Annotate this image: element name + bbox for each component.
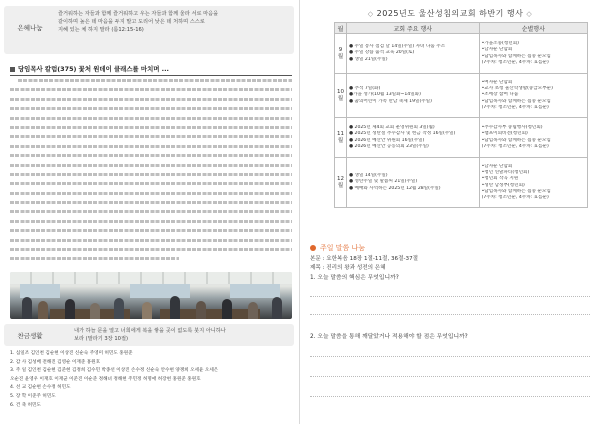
table-row	[335, 118, 588, 158]
column-text-line	[10, 226, 292, 235]
answer-line[interactable]	[310, 296, 590, 297]
column-text-line	[10, 76, 292, 85]
column-text-line	[10, 198, 292, 207]
verse-line: 지혜 있는 체 하지 말라 (롬12:15-16)	[58, 27, 144, 33]
answer-line[interactable]	[310, 356, 590, 357]
verse-label: 은혜나눔	[17, 24, 43, 32]
page-divider	[299, 0, 300, 424]
sermon-sharing-title-text: 주일 말씀 나눔	[320, 244, 366, 252]
column-text-line	[10, 236, 292, 245]
offering-item: 4. 선 교 김순현 손수정 허민도	[10, 385, 71, 391]
diamond-icon: ◇	[367, 10, 374, 18]
column-text-line	[10, 104, 292, 113]
sermon-info	[310, 255, 418, 272]
column-text-line	[10, 217, 292, 226]
schedule-title	[342, 8, 558, 19]
month-cell: 12월	[335, 158, 347, 208]
offering-item: 6. 건 축 허민도	[10, 402, 41, 408]
column-text-line	[10, 161, 292, 170]
left-page	[2, 0, 296, 424]
class-photo	[10, 272, 292, 319]
offering-verse-box	[4, 324, 294, 346]
weekly-verse	[58, 10, 288, 34]
column-text-line	[10, 123, 292, 132]
schedule-title-text: 2025년도 울산성침의교회 하반기 행사	[376, 9, 524, 18]
offering-item: 2. 감 사 김성배 전해진 김영순 이재준 홍원호	[10, 359, 101, 365]
column-header: 순별행사	[479, 23, 587, 34]
group-event-cell: •추수감사부 중립행사(청년회) •챔프이뢰비전(청년회) •담임목사와 함께하는 집중 순모임 (7주차: 청소년순, 4주차: 효를순)	[479, 118, 587, 158]
event-cell: ● 생일 14일(주일) ● 성탄주일 및 말씀씨 21일(주일) ● 예배와 사역하는 2025년 12월 28일(주일)	[347, 158, 480, 208]
column-text-line	[10, 207, 292, 216]
offering-verse-line: 보라 (말라기 3장 10절)	[74, 336, 128, 342]
offering-item: 5. 장 학 이준주 허민도	[10, 393, 56, 399]
answer-line[interactable]	[310, 396, 590, 397]
column-text-line	[10, 189, 292, 198]
weekly-verse-box	[4, 6, 294, 54]
column-header: 교회 주요 행사	[347, 23, 480, 34]
event-cell: ● 주일 봉사 점검 날 14일(주일) 자녀 나눔 주소 ● 주일 강습 출석 교육 20일(토) ● 생일 21일(주일)	[347, 34, 480, 74]
answer-line[interactable]	[310, 376, 590, 377]
question-2: 2. 오늘 말씀을 통해 깨달았거나 적용해야 할 점은 무엇입니까?	[310, 334, 468, 340]
question-1: 1. 오늘 말씀의 핵심은 무엇입니까?	[310, 275, 399, 281]
schedule-table	[334, 22, 588, 208]
column-text-line	[10, 179, 292, 188]
sermon-title: 제목 : 진리의 왕과 성전의 은혜	[310, 264, 386, 271]
offering-label: 찬금생활	[17, 332, 43, 340]
group-event-cell: •여자순 단합회 •교사 초청 울산학생활(중급모부순) •조에장 참여 나눔 •담임목사와 함께하는 집중 순모임 (7주차: 청소년순, 4주차: 효를순)	[479, 74, 587, 118]
answer-line[interactable]	[310, 314, 590, 315]
sermon-passage: 본문 : 요한복음 18장 1절-11절, 36절-37절	[310, 256, 419, 262]
offering-item: 오순진 윤영우 이재호 이재균 이준진 이순준 정해녀 정해현 주민정 허명애 허장현 홍원준 홍원호	[10, 376, 201, 382]
column-text-line	[10, 95, 292, 104]
sermon-sharing-title	[310, 243, 365, 253]
offering-verse	[74, 327, 290, 343]
table-row	[335, 158, 588, 208]
month-cell: 11월	[335, 118, 347, 158]
offering-item: 1. 십일조 김인천 김순현 이상진 신순숙 주영미 허민도 홍원준	[10, 351, 133, 356]
event-cell: ● 2025년 제4회 교회 운영위원회 3일(월) ● 2025년 성탄절 추수감사 및 헌금 작정 16일(주일) ● 2026년 예산안 위원회 16일(주일) ● 2026년 예산안 공동의회 23일(주일)	[347, 118, 480, 158]
table-row	[335, 34, 588, 74]
month-cell: 9월	[335, 34, 347, 74]
column-text-line	[10, 170, 292, 179]
group-event-cell: •남자순 단합회 •청년 연말파티(청년회) •청년회 작곡 지원 •성탄 남성부(청년회) •담임목사와 함께하는 집중 순모임 (7주차: 청소년순, 4주차: 효를순)	[479, 158, 587, 208]
column-text-line	[10, 151, 292, 160]
title-marker-icon	[10, 67, 15, 72]
column-text-line	[10, 85, 292, 94]
column-title	[10, 64, 292, 76]
column-body	[10, 76, 292, 268]
bullet-dot-icon	[310, 245, 316, 251]
offering-item: 3. 주 일 김인천 김순현 김준현 김정희 김수민 박종선 이상진 손수정 신순숙 안수현 양쟁희 오세윤 오세은	[10, 368, 219, 374]
verse-line: 같이하며 높은 데 마음을 두지 말고 도리어 낮은 데 처하며 스스로	[58, 19, 205, 25]
column-text-line	[10, 254, 292, 263]
month-cell: 10월	[335, 74, 347, 118]
column-title-text: 당임목사 칼럼(375) 꽃처 원데이 클래스를 마치며 ...	[18, 65, 169, 73]
group-event-cell: •가을소풍(청년회) •남자순 단합회 •담임목사와 함께하는 집중 순모임 (7주차: 청소년순, 4주차: 효를순)	[479, 34, 587, 74]
table-row	[335, 74, 588, 118]
column-text-line	[10, 245, 292, 254]
verse-line: 즐거워하는 자들과 함께 즐거워하고 우는 자들과 함께 울라 서로 마음을	[58, 11, 219, 17]
offering-verse-line: 내가 하늘 문을 열고 너희에게 복을 쌓을 곳이 없도록 붓지 아니하나	[74, 328, 226, 334]
right-page	[302, 0, 598, 424]
event-cell: ● 추석 7일(화) ●가을 성가(10월 13일화~14일화) ● 꿈의어린이 가족 만남 축제 19일(주일)	[347, 74, 480, 118]
table-header-row	[335, 23, 588, 34]
column-text-line	[10, 114, 292, 123]
column-text-line	[10, 132, 292, 141]
diamond-icon: ◇	[526, 10, 533, 18]
offering-list	[10, 350, 292, 410]
column-header: 월	[335, 23, 347, 34]
column-text-line	[10, 142, 292, 151]
